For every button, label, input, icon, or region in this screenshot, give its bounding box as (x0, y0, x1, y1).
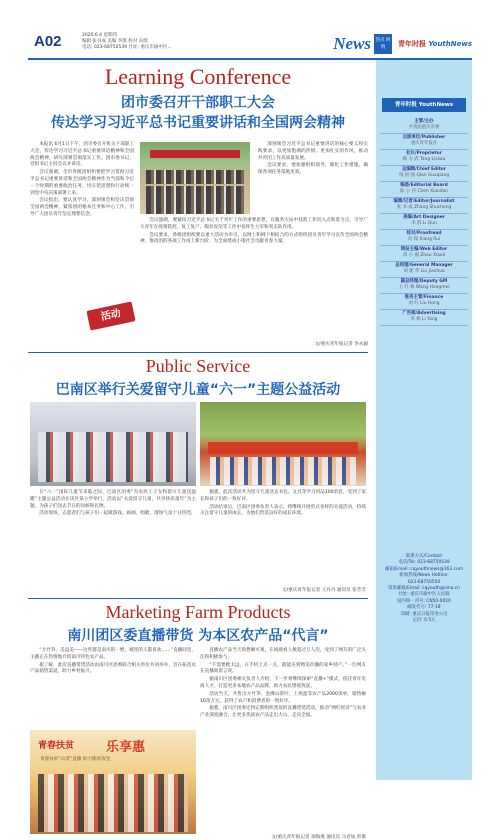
livestream-group (38, 774, 188, 832)
section1-body-c (140, 218, 368, 338)
paragraph: 会议指出，要认真学习、深刻领会和坚决贯彻全国两会精神，紧扣团的根本任务和中心工作，引导广大团员青年坚定理想信念。 (30, 198, 134, 217)
contact-line: 定价: 0.5元 (412, 618, 436, 624)
classroom-photo (30, 402, 196, 486)
section3-headline: 南川团区委直播带货 为本区农产品“代言” (67, 628, 329, 644)
paragraph: “方竹笋，美益美——这些都是南川的一绝，城里的人都喜欢……”直播间里，主播正在热情地介绍南川特色农产品。 (30, 648, 196, 660)
list-item (380, 166, 468, 182)
brand-name-en: YouthNews (428, 40, 472, 48)
audience-row (146, 186, 244, 200)
paragraph: 会议强调，要紧扣习近平总书记关于青年工作的重要思想，在服务大局中找准工作切入点和着力点，引导广大青年在疫情防控、复工复产、脱贫攻坚等工作中发挥生力军和突击队作用。 (140, 218, 368, 230)
staff-name: 李 群 Li Qun (411, 221, 437, 226)
section-divider (28, 598, 368, 599)
list-item (380, 182, 468, 198)
meeting-photo (140, 142, 250, 214)
section2-title-en: Public Service (145, 356, 251, 376)
staff-name: 陶 力 武 Tang Lixiwu (402, 157, 446, 162)
staff-name: 刘 红 Liu Hong (408, 301, 440, 306)
section2-body-a (30, 490, 196, 588)
paragraph: 会议强调，全市各级团组织要把学习贯彻习近平总书记重要讲话和全国两会精神作为当前和今后一个时期的重要政治任务，切实把思想和行动统一到党中央决策部署上来。 (30, 170, 134, 196)
meeting-banner (150, 150, 240, 158)
paragraph: 活动现场，志愿者们与孩子们一起做游戏、画画、唱歌，现场气氛十分热烈。 (39, 511, 196, 517)
section1-byline: 文/重庆青年报记者 李永毅 (314, 342, 368, 347)
section3-title-en: Marketing Farm Products (105, 602, 291, 622)
section-divider (28, 352, 368, 353)
section3-body-b (200, 648, 366, 832)
section2-byline: 文/重庆青年报记者 王丹丹 通讯员 张芳芳 (281, 588, 366, 593)
list-item (380, 134, 468, 150)
contact-line: 023-68750550 (407, 579, 441, 585)
staff-name: 李 杨 Li Yang (410, 317, 438, 322)
contact-line: 联系方式/Contact (405, 554, 443, 559)
staff-name: 向 瑞 Xiang Rui (407, 237, 441, 242)
list-item (380, 214, 468, 230)
list-item (380, 230, 468, 246)
paragraph: 深刻领会习近平总书记重要讲话的核心要义和实践要求，以更加饱满的热情、更加扎实的作风，推动共青团工作高质量发展。 (258, 142, 368, 161)
section2-body-b (200, 490, 366, 588)
section1-headline-1: 团市委召开干部职工大会 (121, 95, 275, 111)
staff-name: 钱 国 强 Qian Guoqiang (398, 173, 450, 178)
news-tag: 热点 时情 (374, 34, 392, 54)
section1-headline-2: 传达学习习近平总书记重要讲话和全国两会精神 (51, 115, 345, 131)
livestream-photo (30, 730, 196, 834)
event-banner (208, 442, 358, 454)
brand-name: 青年时报 (398, 40, 427, 48)
list-item (380, 198, 468, 214)
contact-line: 邮发代号: 77-18 (407, 605, 441, 611)
staff-role: 副总经理/Deputy GM (400, 279, 448, 284)
staff-name: 张 书 成 Zhang Shucheng (396, 205, 452, 210)
staff-role: 主管/主办 (414, 119, 434, 124)
photo-caption: 青春扶贫“山货”直播 助力脱贫攻坚 (40, 757, 111, 762)
section3-body-a (30, 648, 196, 728)
news-label: News (333, 34, 372, 53)
staff-list (380, 118, 468, 326)
page-number: A02 (34, 33, 62, 50)
staff-column (376, 60, 472, 780)
staff-name: 周 小 丽 Zhou Xiaoli (402, 253, 446, 258)
staff-name: 共青团重庆市委 (408, 125, 440, 130)
list-item (380, 150, 468, 166)
contact-line: 印刷: 重庆日报印务公司 (400, 611, 448, 617)
section2-headline: 巴南区举行关爱留守儿童“六一”主题公益活动 (55, 382, 341, 398)
photo-caption: 乐享惠 (106, 740, 146, 755)
audience-row (146, 200, 244, 214)
list-item (380, 262, 468, 278)
list-item (380, 278, 468, 294)
staff-role: 账务主管/Finance (404, 295, 444, 300)
paragraph: 据悉，南川区团委还将定期组织类似的直播带货活动，推动“网红经济”与农业产业深度融合，让更多优质农产品走出大山、走向全国。 (200, 706, 366, 719)
contact-line: 电话/Tel: 023-68750539 (398, 560, 450, 566)
masthead-contact: 电话: 023-68750539 社址: 重庆市渝中区... (82, 45, 172, 50)
paragraph: 会议要求，各级团组织要以重大活动为牵引，以网上和网下相结合的方式组织团员青年学习宣传全国两会精神，推动团的各项工作再上新台阶，为全面建成小康社会贡献青春力量。 (140, 232, 368, 245)
staff-name: 王 红 梅 Wang Hongmei (398, 285, 450, 290)
section1-title-en: Learning Conference (104, 64, 292, 89)
masthead-meta (82, 33, 172, 51)
column-logo: 青年时报 YouthNews (382, 98, 466, 112)
paragraph: 活动当天，共售出方竹笋、金佛山茶叶、土鸡蛋等农产品2000余单，销售额10余万元，获得了农户和消费者的一致好评。 (200, 691, 366, 704)
contact-line: 投诉邮箱/Email: cqyouth@sina.cn (388, 586, 460, 592)
contact-line: 社址: 重庆市渝中区人民路 (398, 592, 450, 598)
list-item (380, 310, 468, 326)
list-item (380, 246, 468, 262)
masthead-date: 2020.6.4 星期四 (82, 33, 117, 38)
staff-role: 编委/Editorial Board (400, 183, 448, 188)
paragraph: 直播农产品当天销售额可观，在线观看人数超过万人次，受到了网友的广泛关注和积极参与。 (200, 648, 366, 660)
staff-role: 美编/Art Designer (403, 215, 445, 220)
contact-line: 新闻热线/News Hotline: (399, 573, 449, 579)
masthead-editors: 编辑 张书成 美编 李群 校对 向瑞 (82, 39, 148, 44)
staff-role: 广告部/Advertising (402, 311, 446, 316)
staff-role: 校对/Proofread (406, 231, 442, 236)
masthead-brand (333, 30, 472, 58)
activity-badge: 活动 (86, 301, 135, 330)
paragraph: 本报讯 6月1日下午，团市委召开机关干部职工大会，传达学习习近平总书记重要讲话精神和全国两会精神，研究部署贯彻落实工作。团市委书记、党组书记主持会议并讲话。 (30, 142, 134, 168)
brand-logo (398, 39, 472, 49)
staff-name: 刘 建 华 Liu Jianhua (403, 269, 445, 274)
staff-role: 总经理/General Manager (395, 263, 453, 268)
paragraph: 据了解，此次直播带货活动由南川区团委联合相关单位共同举办，旨在拓宽农产品销售渠道，助力乡村振兴。 (30, 662, 196, 675)
main-column (28, 62, 368, 840)
paragraph: 据悉，此次活动共为留守儿童送去书包、文具等学习用品100余套，受到了家长和孩子们的一致好评。 (200, 490, 366, 502)
paragraph: 活动结束后，巴南区团委负责人表示，将继续开展形式多样的关爱活动，持续关注留守儿童的成长，为他们营造良好的成长环境。 (200, 504, 366, 517)
staff-role: 总编辑/Chief Editor (402, 167, 446, 172)
paragraph: “不需要跑太远，在手机上点一点，就能买到物美价廉的家乡特产。”一位网友在直播间留言说。 (200, 662, 366, 675)
contact-line: 国内统一刊号: CN50-0010 (397, 598, 451, 604)
paragraph: 据南川区团委相关负责人介绍，下一步将继续探索“直播+”模式，依托青年电商人才，打造更多本地农产品品牌，助力农民增收致富。 (200, 677, 366, 689)
staff-role: 网站主编/Web Editor (400, 247, 448, 252)
staff-name: 重庆青年报社 (410, 141, 438, 146)
list-item (380, 294, 468, 310)
outdoor-event-photo (200, 402, 366, 486)
staff-role: 编辑/记者/Editor/Journalist (393, 199, 455, 204)
paragraph: 在“六一”国际儿童节来临之际，巴南区团委“为农民工子女和留守儿童送温暖”主题公益活动在该区某小学举行，活动以“关爱留守儿童，共享快乐童年”为主题，为孩子们送去节日的问候和礼物。 (30, 490, 196, 509)
photo-caption: 青春扶贫 (38, 741, 75, 751)
contact-block (380, 554, 468, 624)
audience-row (146, 170, 244, 184)
staff-role: 社长/Proprietor (406, 151, 442, 156)
children-group (38, 432, 188, 482)
contact-line: 邮箱/Email: cqyouthnews@163.com (385, 566, 463, 572)
paragraph: 会议要求，要加强组织领导，细化工作措施，确保各项任务落地见效。 (258, 163, 368, 176)
staff-name: 陈 小 丹 Chen Xiaodan (400, 189, 448, 194)
children-group (210, 457, 356, 485)
staff-role: 出版单位/Publisher (402, 135, 446, 140)
section3-byline: 文/重庆青年报记者 徐海燕 通讯员 马君如 彭康 (271, 835, 366, 840)
masthead (28, 30, 472, 60)
list-item (380, 118, 468, 134)
